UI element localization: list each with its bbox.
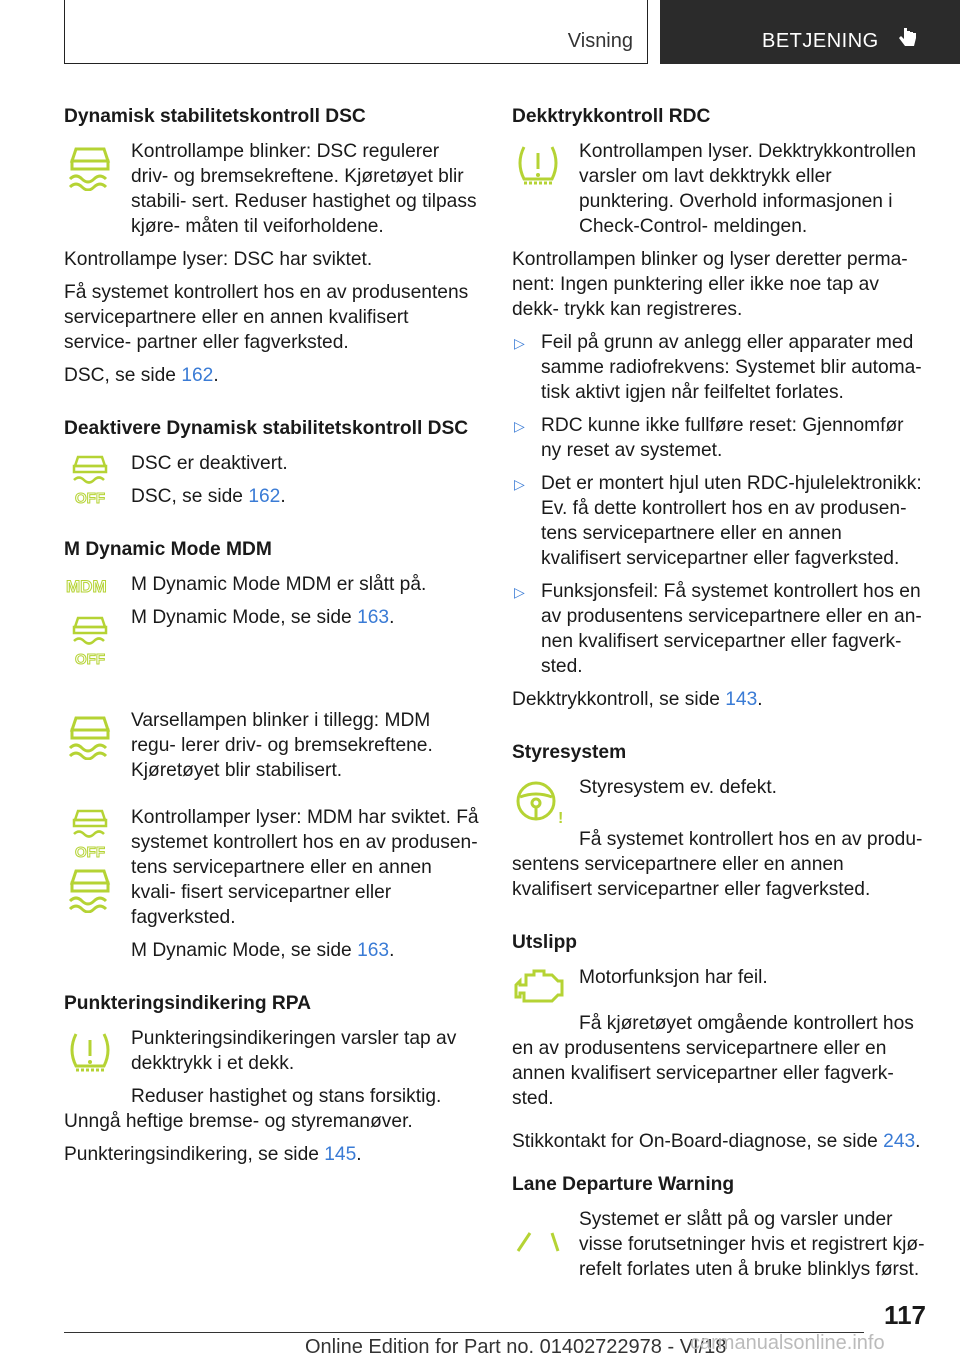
rdc-page-link[interactable]: 143 xyxy=(725,689,758,710)
svg-text:OFF: OFF xyxy=(75,490,105,507)
rpa-reference: Punkteringsindikering, se side 145. xyxy=(64,1144,362,1165)
dsc-text-3: Få systemet kontrollert hos en av produsentens servicepartnere eller en annen kvalifisert service- partner eller fagverksted. xyxy=(64,282,469,353)
mdm-fault-item xyxy=(64,805,479,971)
rdc-bullet-list xyxy=(512,330,927,679)
emission-text-2: Få kjøretøyet omgående kontrollert hos en av produsentens servicepartnere eller en annen kvalifisert servicepartner eller fagverk- sted. xyxy=(512,1013,914,1109)
left-column xyxy=(64,104,479,1175)
steering-wheel-warning-icon xyxy=(512,775,564,827)
svg-text:MDM: MDM xyxy=(66,577,107,596)
page-number: 117 xyxy=(884,1300,926,1330)
header-section-title: Visning xyxy=(567,30,633,52)
mdm-text-3: Kontrollamper lyser: MDM har sviktet. Få systemet kontrollert hos en av produsen- tens servicepartnere eller en annen kvali- fisert servicepartner eller fagverksted. xyxy=(131,807,479,928)
mdm-item xyxy=(64,572,479,668)
emission-reference: Stikkontakt for On-Board-diagnose, se side 243. xyxy=(512,1131,921,1152)
svg-text:!: ! xyxy=(558,810,564,827)
header-chapter-title: BETJENING xyxy=(762,30,879,52)
emission-heading: Utslipp xyxy=(512,932,578,953)
ldw-heading: Lane Departure Warning xyxy=(512,1174,735,1195)
ldw-item xyxy=(512,1207,927,1290)
header-chapter-tab[interactable] xyxy=(660,0,960,64)
mdm-text-1: M Dynamic Mode MDM er slått på. xyxy=(131,574,427,595)
dsc-warning-item xyxy=(64,139,479,247)
engine-warning-icon xyxy=(512,965,568,1011)
watermark: carmanualsonline.info xyxy=(690,1332,885,1354)
steering-text-2: Få systemet kontrollert hos en av produ- sentens servicepartnere eller en annen kvalifisert servicepartner eller fagverksted. xyxy=(512,829,923,900)
footer-edition: Online Edition for Part no. 01402722978 - VI/18 xyxy=(305,1336,727,1358)
dsc-off-reference: DSC, se side 162. xyxy=(131,486,286,507)
rpa-item xyxy=(64,1026,479,1084)
dsc-off-item xyxy=(64,451,479,517)
emission-item xyxy=(512,965,927,1011)
svg-text:OFF: OFF xyxy=(75,651,105,668)
dsc-off-icon xyxy=(64,451,116,507)
mdm-icon xyxy=(64,572,116,612)
dsc-heading: Dynamisk stabilitetskontroll DSC xyxy=(64,106,366,127)
emission-text-1: Motorfunksjon har feil. xyxy=(579,967,768,988)
triangle-bullet-icon: ▷ xyxy=(514,476,525,492)
triangle-bullet-icon: ▷ xyxy=(514,335,525,351)
list-item: ▷ Feil på grunn av anlegg eller apparater med samme radiofrekvens: Systemet blir automa- tisk aktivt igjen når feilfeltet forlates. xyxy=(514,332,922,403)
dsc-off-icon-2 xyxy=(64,612,116,668)
triangle-bullet-icon: ▷ xyxy=(514,584,525,600)
right-column xyxy=(512,104,927,1290)
dsc-off-icon-3 xyxy=(64,805,116,861)
dsc-reference: DSC, se side 162. xyxy=(64,365,219,386)
rdc-text-2: Kontrollampen blinker og lyser deretter perma- nent: Ingen punktering eller ikke noe tap av dekk- trykk kan registreres. xyxy=(512,249,908,320)
list-item: ▷ RDC kunne ikke fullføre reset: Gjennomfør ny reset av systemet. xyxy=(514,415,904,461)
dsc-warning-icon-2 xyxy=(64,708,116,760)
pointing-hand-icon xyxy=(896,26,918,50)
dsc-text-1: Kontrollampe blinker: DSC regulerer driv- og bremsekreftene. Kjøretøyet blir stabili- sert. Reduser hastighet og tilpass kjøre- måten til veiforholdene. xyxy=(131,141,477,237)
ldw-text: Systemet er slått på og varsler under visse forutsetninger hvis et registrert kjø- refelt forlates uten å bruke blinklys først. xyxy=(579,1209,925,1280)
steering-text-1: Styresystem ev. defekt. xyxy=(579,777,777,798)
rdc-reference: Dekktrykkontroll, se side 143. xyxy=(512,689,763,710)
mdm-reference-2: M Dynamic Mode, se side 163. xyxy=(131,940,395,961)
rdc-item xyxy=(512,139,927,247)
rpa-text-1: Punkteringsindikeringen varsler tap av dekktrykk i et dekk. xyxy=(131,1028,457,1074)
rdc-heading: Dekktrykkontroll RDC xyxy=(512,106,711,127)
dsc-page-link[interactable]: 162 xyxy=(181,365,214,386)
rpa-text-2: Reduser hastighet og stans forsiktig. Unngå heftige bremse- og styremanøver. xyxy=(64,1086,442,1132)
mdm-heading: M Dynamic Mode MDM xyxy=(64,539,272,560)
rpa-page-link[interactable]: 145 xyxy=(324,1144,357,1165)
dsc-warning-icon xyxy=(64,139,116,191)
dsc-text-2: Kontrollampe lyser: DSC har sviktet. xyxy=(64,249,373,270)
steering-heading: Styresystem xyxy=(512,742,627,763)
dsc-off-heading: Deaktivere Dynamisk stabilitetskontroll DSC xyxy=(64,418,469,439)
dsc-warning-icon-3 xyxy=(64,861,116,913)
tire-pressure-icon xyxy=(64,1026,116,1078)
triangle-bullet-icon: ▷ xyxy=(514,418,525,434)
mdm-page-link-2[interactable]: 163 xyxy=(357,940,390,961)
mdm-page-link-1[interactable]: 163 xyxy=(357,607,390,628)
obd-page-link[interactable]: 243 xyxy=(883,1131,916,1152)
list-item: ▷ Funksjonsfeil: Få systemet kontrollert hos en av produsentens servicepartnere eller en an- nen kvalifisert servicepartner eller fagverk- sted. xyxy=(514,581,922,677)
rpa-heading: Punkteringsindikering RPA xyxy=(64,993,311,1014)
dsc-off-page-link[interactable]: 162 xyxy=(248,486,281,507)
lane-departure-icon xyxy=(512,1221,564,1261)
svg-text:OFF: OFF xyxy=(75,844,105,861)
mdm-reference-1: M Dynamic Mode, se side 163. xyxy=(131,607,395,628)
list-item: ▷ Det er montert hjul uten RDC-hjulelektronikk: Ev. få dette kontrollert hos en av produsen- tens servicepartnere eller en annen kvalifisert servicepartner eller fagverksted. xyxy=(514,473,922,569)
header-section-box xyxy=(64,0,648,64)
dsc-off-text: DSC er deaktivert. xyxy=(131,453,288,474)
mdm-text-2: Varsellampen blinker i tillegg: MDM regu- lerer driv- og bremsekreftene. Kjøretøyet blir stabilisert. xyxy=(131,710,433,781)
rdc-text-1: Kontrollampen lyser. Dekktrykkontrollen varsler om lavt dekktrykk eller punktering. Overhold informasjonen i Check-Control- meldingen. xyxy=(579,141,916,237)
tire-pressure-icon-2 xyxy=(512,139,564,191)
steering-item xyxy=(512,775,927,827)
mdm-flash-item xyxy=(64,708,479,791)
